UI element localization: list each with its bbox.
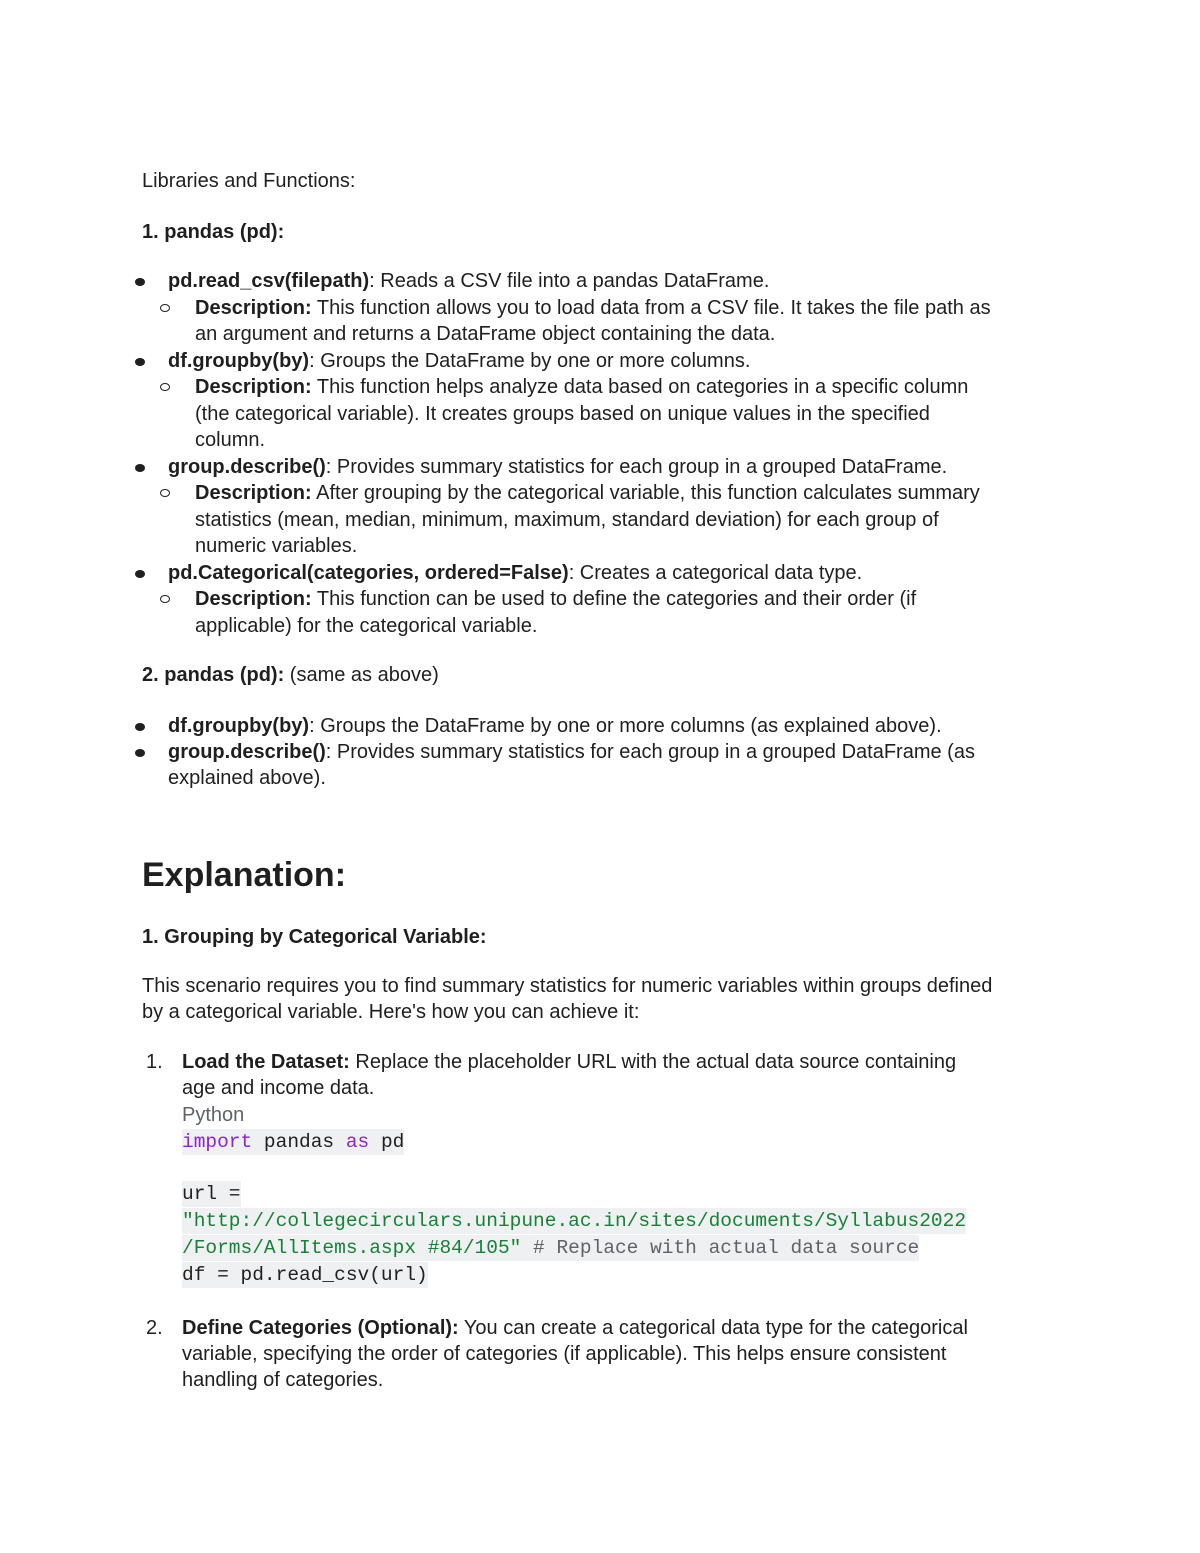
section-1-heading-text: 1. pandas (pd):	[142, 221, 285, 243]
code-line[interactable]	[182, 1129, 404, 1155]
explanation-title: Explanation:	[142, 856, 347, 894]
function-summary: : Creates a categorical data type.	[568, 562, 863, 584]
function-summary: : Groups the DataFrame by one or more columns (as explained above).	[309, 715, 942, 737]
description-line	[195, 480, 980, 506]
explanation-subheading-text: 1. Grouping by Categorical Variable:	[142, 926, 487, 948]
step-2-text	[182, 1315, 968, 1341]
section-intro-heading: Libraries and Functions:	[142, 170, 356, 192]
function-name: pd.read_csv(filepath)	[168, 270, 370, 292]
description-line	[195, 586, 916, 612]
function-summary: : Groups the DataFrame by one or more columns.	[309, 350, 751, 372]
bullet-icon	[135, 358, 145, 366]
explanation-subheading	[142, 924, 487, 950]
code-keyword: as	[345, 1131, 370, 1153]
code-string: /Forms/AllItems.aspx #84/105"	[182, 1237, 522, 1259]
code-string: "http://collegecirculars.unipune.ac.in/sites/documents/Syllabus2022	[182, 1210, 967, 1232]
list-item-describe	[168, 739, 975, 765]
bullet-icon	[135, 278, 145, 286]
bullet-icon	[135, 723, 145, 731]
circle-bullet-icon	[160, 304, 170, 312]
description-text: After grouping by the categorical variable, this function calculates summary	[311, 482, 980, 504]
description-label: Description:	[195, 482, 312, 504]
step-label: Load the Dataset:	[182, 1051, 350, 1073]
description-label: Description:	[195, 376, 312, 398]
description-text: This function helps analyze data based on categories in a specific column	[311, 376, 969, 398]
list-item-groupby	[168, 713, 942, 739]
description-text: This function can be used to define the categories and their order (if	[311, 588, 917, 610]
bullet-icon	[135, 749, 145, 757]
section-2-heading-text: 2. pandas (pd):	[142, 664, 285, 686]
description-line: numeric variables.	[195, 535, 358, 557]
bullet-icon	[135, 464, 145, 472]
paragraph-line: by a categorical variable. Here's how you can achieve it:	[142, 1001, 640, 1023]
description-line	[195, 374, 968, 400]
function-name: df.groupby(by)	[168, 350, 310, 372]
step-text-continued: handling of categories.	[182, 1369, 384, 1391]
function-name: pd.Categorical(categories, ordered=False)	[168, 562, 569, 584]
circle-bullet-icon	[160, 595, 170, 603]
function-name: df.groupby(by)	[168, 715, 310, 737]
code-text: pandas	[252, 1131, 346, 1153]
step-text: Replace the placeholder URL with the actual data source containing	[349, 1051, 957, 1073]
description-text: This function allows you to load data from a CSV file. It takes the file path as	[311, 297, 991, 319]
function-summary-continued: explained above).	[168, 767, 326, 789]
function-summary: : Provides summary statistics for each group in a grouped DataFrame (as	[325, 741, 975, 763]
description-line: applicable) for the categorical variable.	[195, 615, 538, 637]
code-comment: # Replace with actual data source	[521, 1237, 920, 1259]
description-line: (the categorical variable). It creates groups based on unique values in the specified	[195, 403, 930, 425]
section-2-heading	[142, 662, 439, 688]
code-keyword: import	[182, 1131, 253, 1153]
function-name: group.describe()	[168, 741, 326, 763]
section-1-heading	[142, 219, 284, 245]
function-summary: : Provides summary statistics for each group in a grouped DataFrame.	[325, 456, 948, 478]
description-line: statistics (mean, median, minimum, maximum, standard deviation) for each group of	[195, 509, 939, 531]
bullet-icon	[135, 570, 145, 578]
paragraph-line: This scenario requires you to find summary statistics for numeric variables within groups defined	[142, 975, 993, 997]
circle-bullet-icon	[160, 383, 170, 391]
description-label: Description:	[195, 297, 312, 319]
function-name: group.describe()	[168, 456, 326, 478]
step-text-continued: age and income data.	[182, 1077, 375, 1099]
description-label: Description:	[195, 588, 312, 610]
step-number: 1.	[146, 1051, 163, 1073]
step-text: You can create a categorical data type for the categorical	[458, 1317, 968, 1339]
step-1-text	[182, 1049, 956, 1075]
code-language-label: Python	[182, 1104, 245, 1126]
section-2-heading-note: (same as above)	[284, 664, 439, 686]
code-line[interactable]: url =	[182, 1183, 241, 1205]
function-summary: : Reads a CSV file into a pandas DataFrame.	[369, 270, 770, 292]
description-line: an argument and returns a DataFrame object containing the data.	[195, 323, 776, 345]
step-text-continued: variable, specifying the order of categories (if applicable). This helps ensure consistent	[182, 1343, 947, 1365]
code-line[interactable]	[182, 1208, 966, 1234]
list-item-categorical	[168, 560, 862, 586]
circle-bullet-icon	[160, 489, 170, 497]
step-label: Define Categories (Optional):	[182, 1317, 459, 1339]
list-item-describe	[168, 454, 947, 480]
list-item-groupby	[168, 348, 750, 374]
list-item-read-csv	[168, 268, 769, 294]
step-number: 2.	[146, 1317, 163, 1339]
code-text: pd	[369, 1131, 405, 1153]
code-line[interactable]: df = pd.read_csv(url)	[182, 1264, 428, 1286]
description-line	[195, 295, 991, 321]
description-line: column.	[195, 429, 266, 451]
code-line[interactable]	[182, 1235, 919, 1261]
